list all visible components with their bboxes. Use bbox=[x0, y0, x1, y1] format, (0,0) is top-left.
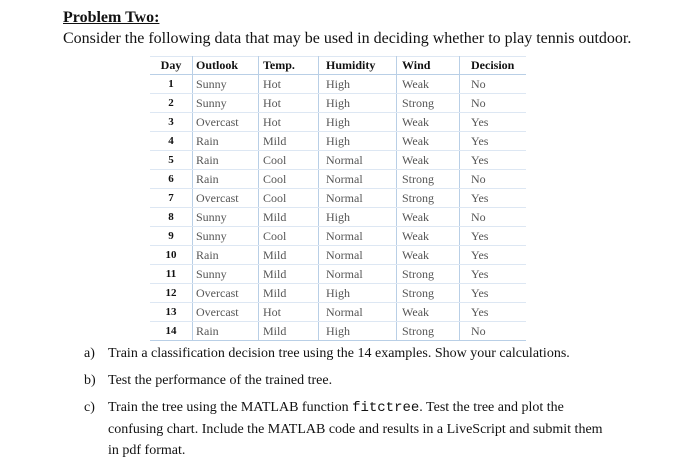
cell-outlook: Rain bbox=[193, 322, 259, 341]
cell-temp: Mild bbox=[259, 322, 319, 341]
cell-outlook: Overcast bbox=[193, 189, 259, 208]
cell-day: 12 bbox=[150, 284, 193, 303]
cell-day: 3 bbox=[150, 113, 193, 132]
task-marker: a) bbox=[84, 346, 95, 361]
cell-decision: Yes bbox=[460, 227, 527, 246]
column-header-temp: Temp. bbox=[259, 57, 319, 75]
task-text-after: . Test the tree and plot the confusing chart. Include the MATLAB code and results in a LiveScript and submit them in pdf format. bbox=[108, 400, 603, 458]
cell-decision: Yes bbox=[460, 246, 527, 265]
cell-temp: Cool bbox=[259, 189, 319, 208]
problem-title: Problem Two: bbox=[63, 9, 160, 26]
cell-decision: Yes bbox=[460, 284, 527, 303]
problem-intro: Consider the following data that may be used in deciding whether to play tennis outdoor. bbox=[63, 30, 632, 47]
cell-decision: Yes bbox=[460, 265, 527, 284]
cell-temp: Mild bbox=[259, 246, 319, 265]
table-row bbox=[150, 303, 526, 322]
column-header-day: Day bbox=[150, 57, 193, 75]
cell-temp: Hot bbox=[259, 113, 319, 132]
cell-outlook: Rain bbox=[193, 170, 259, 189]
cell-temp: Mild bbox=[259, 208, 319, 227]
cell-humidity: High bbox=[319, 132, 397, 151]
cell-day: 11 bbox=[150, 265, 193, 284]
cell-humidity: Normal bbox=[319, 227, 397, 246]
cell-humidity: High bbox=[319, 94, 397, 113]
table-row bbox=[150, 94, 526, 113]
cell-wind: Strong bbox=[397, 322, 460, 341]
cell-decision: Yes bbox=[460, 151, 527, 170]
table-body bbox=[150, 75, 526, 341]
table-header-row bbox=[150, 57, 526, 75]
column-header-outlook: Outlook bbox=[193, 57, 259, 75]
cell-wind: Weak bbox=[397, 208, 460, 227]
cell-day: 10 bbox=[150, 246, 193, 265]
cell-outlook: Sunny bbox=[193, 265, 259, 284]
task-list bbox=[84, 343, 604, 467]
cell-decision: No bbox=[460, 75, 527, 94]
cell-decision: No bbox=[460, 322, 527, 341]
table-row bbox=[150, 189, 526, 208]
cell-decision: Yes bbox=[460, 113, 527, 132]
cell-wind: Strong bbox=[397, 284, 460, 303]
cell-wind: Strong bbox=[397, 170, 460, 189]
cell-wind: Weak bbox=[397, 246, 460, 265]
cell-outlook: Rain bbox=[193, 246, 259, 265]
cell-temp: Cool bbox=[259, 227, 319, 246]
table-row bbox=[150, 132, 526, 151]
cell-decision: No bbox=[460, 170, 527, 189]
function-name-code: fitctree bbox=[352, 400, 420, 416]
cell-outlook: Sunny bbox=[193, 208, 259, 227]
cell-wind: Weak bbox=[397, 132, 460, 151]
cell-wind: Strong bbox=[397, 94, 460, 113]
cell-humidity: High bbox=[319, 75, 397, 94]
task-text: Train a classification decision tree using the 14 examples. Show your calculations. bbox=[108, 346, 570, 361]
cell-day: 4 bbox=[150, 132, 193, 151]
table-row bbox=[150, 170, 526, 189]
cell-temp: Mild bbox=[259, 132, 319, 151]
table-row bbox=[150, 265, 526, 284]
cell-wind: Strong bbox=[397, 189, 460, 208]
cell-day: 14 bbox=[150, 322, 193, 341]
cell-day: 1 bbox=[150, 75, 193, 94]
cell-temp: Mild bbox=[259, 265, 319, 284]
cell-wind: Strong bbox=[397, 265, 460, 284]
cell-decision: Yes bbox=[460, 132, 527, 151]
table-row bbox=[150, 284, 526, 303]
table-row bbox=[150, 322, 526, 341]
cell-wind: Weak bbox=[397, 151, 460, 170]
cell-wind: Weak bbox=[397, 113, 460, 132]
column-header-humidity: Humidity bbox=[319, 57, 397, 75]
cell-temp: Hot bbox=[259, 303, 319, 322]
cell-wind: Weak bbox=[397, 303, 460, 322]
cell-day: 6 bbox=[150, 170, 193, 189]
cell-decision: Yes bbox=[460, 303, 527, 322]
table-row bbox=[150, 246, 526, 265]
cell-wind: Weak bbox=[397, 227, 460, 246]
cell-humidity: High bbox=[319, 208, 397, 227]
cell-outlook: Overcast bbox=[193, 284, 259, 303]
task-text: Test the performance of the trained tree. bbox=[108, 373, 333, 388]
cell-outlook: Overcast bbox=[193, 113, 259, 132]
cell-day: 2 bbox=[150, 94, 193, 113]
cell-humidity: Normal bbox=[319, 151, 397, 170]
cell-humidity: Normal bbox=[319, 265, 397, 284]
task-text-before: Train the tree using the MATLAB function bbox=[108, 400, 353, 415]
table-row bbox=[150, 113, 526, 132]
column-header-decision: Decision bbox=[460, 57, 527, 75]
cell-humidity: High bbox=[319, 113, 397, 132]
table-row bbox=[150, 227, 526, 246]
cell-wind: Weak bbox=[397, 75, 460, 94]
cell-outlook: Rain bbox=[193, 132, 259, 151]
cell-outlook: Overcast bbox=[193, 303, 259, 322]
cell-outlook: Sunny bbox=[193, 75, 259, 94]
cell-day: 13 bbox=[150, 303, 193, 322]
task-item-a bbox=[84, 343, 604, 364]
cell-decision: No bbox=[460, 208, 527, 227]
cell-day: 8 bbox=[150, 208, 193, 227]
cell-humidity: Normal bbox=[319, 246, 397, 265]
tennis-data-table bbox=[150, 56, 526, 341]
cell-day: 9 bbox=[150, 227, 193, 246]
cell-outlook: Sunny bbox=[193, 94, 259, 113]
table-row bbox=[150, 75, 526, 94]
cell-humidity: High bbox=[319, 322, 397, 341]
task-marker: c) bbox=[84, 400, 95, 415]
table-row bbox=[150, 208, 526, 227]
cell-humidity: Normal bbox=[319, 303, 397, 322]
cell-temp: Hot bbox=[259, 94, 319, 113]
table-row bbox=[150, 151, 526, 170]
cell-humidity: Normal bbox=[319, 189, 397, 208]
cell-day: 5 bbox=[150, 151, 193, 170]
cell-day: 7 bbox=[150, 189, 193, 208]
column-header-wind: Wind bbox=[397, 57, 460, 75]
cell-decision: No bbox=[460, 94, 527, 113]
cell-humidity: High bbox=[319, 284, 397, 303]
cell-temp: Cool bbox=[259, 151, 319, 170]
cell-temp: Cool bbox=[259, 170, 319, 189]
cell-temp: Hot bbox=[259, 75, 319, 94]
cell-outlook: Sunny bbox=[193, 227, 259, 246]
cell-outlook: Rain bbox=[193, 151, 259, 170]
cell-temp: Mild bbox=[259, 284, 319, 303]
task-item-b bbox=[84, 370, 604, 391]
task-marker: b) bbox=[84, 373, 96, 388]
cell-decision: Yes bbox=[460, 189, 527, 208]
cell-humidity: Normal bbox=[319, 170, 397, 189]
task-item-c bbox=[84, 397, 604, 461]
